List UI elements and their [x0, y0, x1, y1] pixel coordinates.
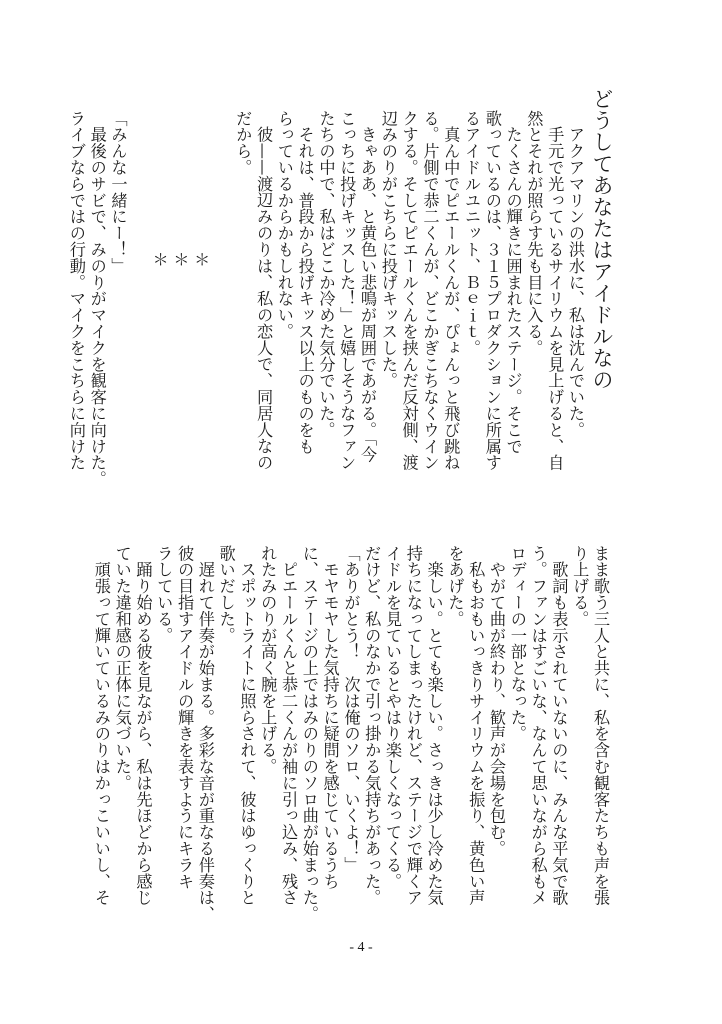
text-line: イドルを見ているとやはり楽しくなってくる。 — [383, 545, 403, 890]
text-line: 踊り始める彼を見ながら、私は先ほどから感じ — [133, 545, 153, 906]
text-line: たちの中で、私はどこか冷めた気分でいた。 — [316, 110, 336, 438]
text-line: こっちに投げキッスした！」と嬉しそうなファン — [337, 110, 357, 471]
text-line: スポットライトに照らされて、彼はゆっくりと — [237, 545, 257, 906]
text-line: たくさんの輝きに囲まれたステージ。そこで — [503, 110, 523, 455]
text-line: 歌っているのは、３１５プロダクションに所属す — [482, 110, 502, 471]
text-line: まま歌う三人と共に、私を含む観客たちも声を張 — [591, 545, 610, 906]
text-line: ラしている。 — [154, 545, 174, 644]
text-line: る。片側で恭二くんが、どこかぎこちなくウイン — [420, 110, 440, 471]
text-line: 「ありがとう！ 次は俺のソロ、いくよ！」 — [341, 545, 361, 873]
text-line: 持ちになってしまったけれど、ステージで輝くア — [403, 545, 423, 906]
text-line: らっているからかもしれない。 — [274, 110, 294, 340]
top-text-block — [65, 110, 585, 488]
text-line: 私もおもいっきりサイリウムを振り、黄色い声 — [466, 545, 486, 906]
text-line: 彼——渡辺みのりは、私の恋人で、同居人なの — [254, 110, 274, 471]
text-line: 歌詞も表示されていないのに、みんな平気で歌 — [549, 545, 569, 906]
text-line: に、ステージの上ではみのりのソロ曲が始まった。 — [299, 545, 319, 923]
text-line: をあげた。 — [445, 545, 465, 627]
text-line: 「みんな一緒にー！」 — [108, 110, 128, 274]
text-line: やがて曲が終わり、歓声が会場を包む。 — [487, 545, 507, 857]
text-line: モヤモヤした気持ちに疑問を感じているうち — [320, 545, 340, 890]
chapter-title: どうしてあなたはアイドルなの — [590, 88, 614, 391]
text-line: それは、普段から投げキッス以上のものをも — [295, 110, 315, 455]
text-line: 手元で光っているサイリウムを見上げると、自 — [545, 110, 565, 471]
asterisk: ＊ — [191, 250, 211, 268]
text-line: 然とそれが照らす先も目に入る。 — [524, 110, 544, 356]
text-line: ロディーの一部となった。 — [507, 545, 527, 742]
text-line: う。ファンはすごいな、なんて思いながら私もメ — [528, 545, 548, 906]
text-line: アクアマリンの洪水に、私は沈んでいた。 — [566, 110, 585, 438]
text-line: だから。 — [233, 110, 253, 176]
scene-separator — [148, 110, 210, 482]
page-number: - 4 - — [349, 940, 373, 955]
text-line: 楽しい。とても楽しい。さっきは少し冷めた気 — [424, 545, 444, 906]
text-line: ピエールくんと恭二くんが袖に引っ込み、残さ — [279, 545, 299, 906]
asterisk: ＊ — [150, 250, 170, 268]
bottom-text-block — [90, 545, 610, 923]
blank-column — [127, 110, 148, 482]
text-line: ライブならではの行動。マイクをこちらに向けた — [66, 110, 86, 471]
text-line: 歌いだした。 — [216, 545, 236, 644]
text-line: るアイドルユニット、Ｂｅｉｔ。 — [462, 110, 482, 356]
text-line: 彼の目指すアイドルの輝きを表すようにキラキ — [175, 545, 195, 890]
blank-column — [211, 110, 232, 482]
text-line: 最後のサビで、みのりがマイクを観客に向けた。 — [87, 110, 107, 488]
text-line: きゃああ、と黄色い悲鳴が周囲であがる。「今 — [358, 110, 378, 463]
asterisk: ＊ — [170, 250, 190, 268]
text-line: り上げる。 — [570, 545, 590, 627]
text-line: れたみのりが高く腕を上げる。 — [258, 545, 278, 775]
text-line: 真ん中でピエールくんが、ぴょんっと飛び跳ね — [441, 110, 461, 471]
text-line: だけど、私のなかで引っ掛かる気持ちがあった。 — [362, 545, 382, 906]
text-line: 遅れて伴奏が始まる。多彩な音が重なる伴奏は、 — [195, 545, 215, 923]
text-line: 辺みのりがこちらに投げキッスした。 — [378, 110, 398, 389]
text-line: 頑張って輝いているみのりはかっこいいし、そ — [91, 545, 111, 906]
text-line: ていた違和感の正体に気づいた。 — [112, 545, 132, 791]
text-line: クする。そしてピエールくんを挟んだ反対側、渡 — [399, 110, 419, 471]
